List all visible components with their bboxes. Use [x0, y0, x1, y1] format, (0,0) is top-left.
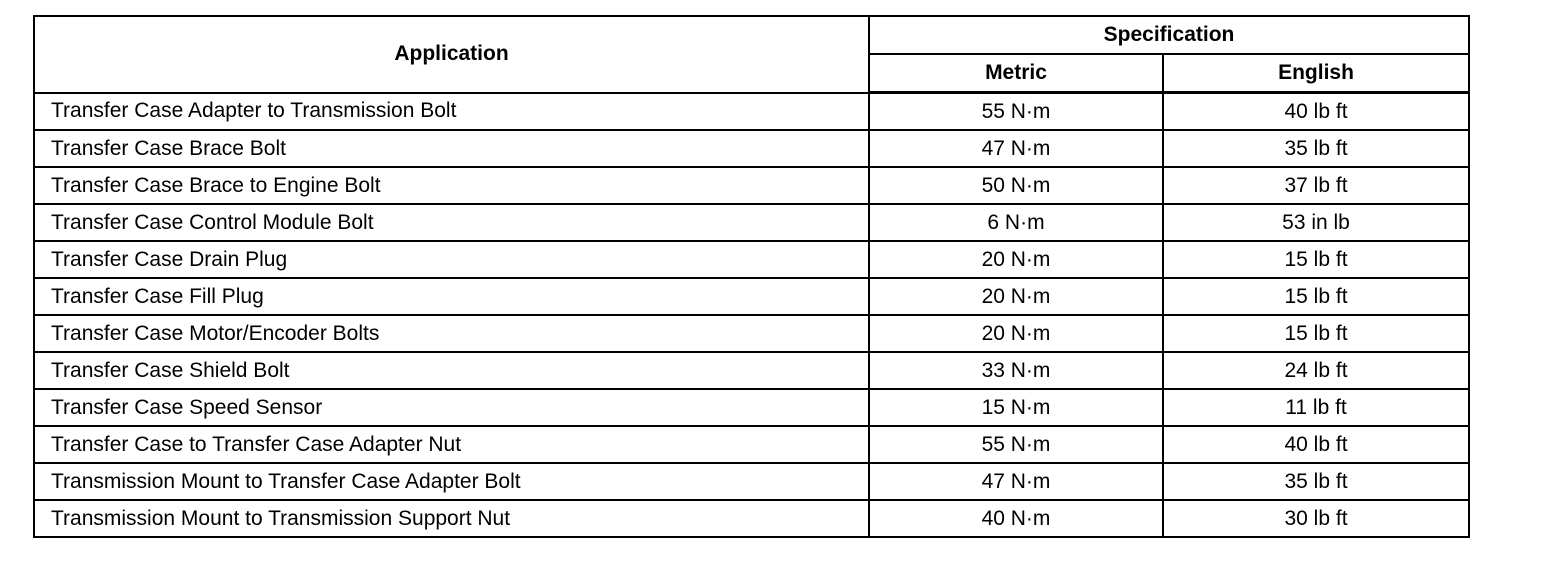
- table-row: [34, 315, 1469, 352]
- table-row: [34, 278, 1469, 315]
- english-cell: 37 lb ft: [1163, 167, 1469, 204]
- english-cell: 11 lb ft: [1163, 389, 1469, 426]
- application-cell: Transfer Case Speed Sensor: [34, 389, 869, 426]
- metric-header: Metric: [869, 54, 1163, 93]
- application-cell: Transfer Case Brace Bolt: [34, 130, 869, 167]
- table-row: [34, 167, 1469, 204]
- table-row: [34, 463, 1469, 500]
- application-cell: Transmission Mount to Transfer Case Adapter Bolt: [34, 463, 869, 500]
- table-row: [34, 426, 1469, 463]
- english-cell: 35 lb ft: [1163, 463, 1469, 500]
- english-header: English: [1163, 54, 1469, 93]
- english-cell: 40 lb ft: [1163, 93, 1469, 131]
- header-row-top: [34, 16, 1469, 54]
- application-cell: Transfer Case Shield Bolt: [34, 352, 869, 389]
- table-row: [34, 93, 1469, 131]
- metric-cell: 47 N·m: [869, 130, 1163, 167]
- application-cell: Transfer Case Control Module Bolt: [34, 204, 869, 241]
- english-cell: 15 lb ft: [1163, 241, 1469, 278]
- application-cell: Transfer Case Fill Plug: [34, 278, 869, 315]
- table-body: [34, 93, 1469, 538]
- english-cell: 30 lb ft: [1163, 500, 1469, 537]
- english-cell: 15 lb ft: [1163, 315, 1469, 352]
- table-header: [34, 16, 1469, 93]
- metric-cell: 20 N·m: [869, 315, 1163, 352]
- application-cell: Transmission Mount to Transmission Support Nut: [34, 500, 869, 537]
- application-header: Application: [34, 16, 869, 93]
- english-cell: 40 lb ft: [1163, 426, 1469, 463]
- fastener-torque-spec-table: [33, 15, 1470, 538]
- metric-cell: 20 N·m: [869, 278, 1163, 315]
- table-row: [34, 130, 1469, 167]
- metric-cell: 40 N·m: [869, 500, 1163, 537]
- table-row: [34, 241, 1469, 278]
- table-row: [34, 352, 1469, 389]
- english-cell: 24 lb ft: [1163, 352, 1469, 389]
- application-cell: Transfer Case Motor/Encoder Bolts: [34, 315, 869, 352]
- table-row: [34, 389, 1469, 426]
- english-cell: 53 in lb: [1163, 204, 1469, 241]
- application-cell: Transfer Case Drain Plug: [34, 241, 869, 278]
- table-row: [34, 204, 1469, 241]
- metric-cell: 15 N·m: [869, 389, 1163, 426]
- english-cell: 35 lb ft: [1163, 130, 1469, 167]
- table-row: [34, 500, 1469, 537]
- metric-cell: 33 N·m: [869, 352, 1163, 389]
- application-cell: Transfer Case Brace to Engine Bolt: [34, 167, 869, 204]
- metric-cell: 47 N·m: [869, 463, 1163, 500]
- metric-cell: 55 N·m: [869, 93, 1163, 131]
- application-cell: Transfer Case Adapter to Transmission Bolt: [34, 93, 869, 131]
- metric-cell: 20 N·m: [869, 241, 1163, 278]
- specification-header: Specification: [869, 16, 1469, 54]
- english-cell: 15 lb ft: [1163, 278, 1469, 315]
- metric-cell: 6 N·m: [869, 204, 1163, 241]
- metric-cell: 55 N·m: [869, 426, 1163, 463]
- application-cell: Transfer Case to Transfer Case Adapter Nut: [34, 426, 869, 463]
- metric-cell: 50 N·m: [869, 167, 1163, 204]
